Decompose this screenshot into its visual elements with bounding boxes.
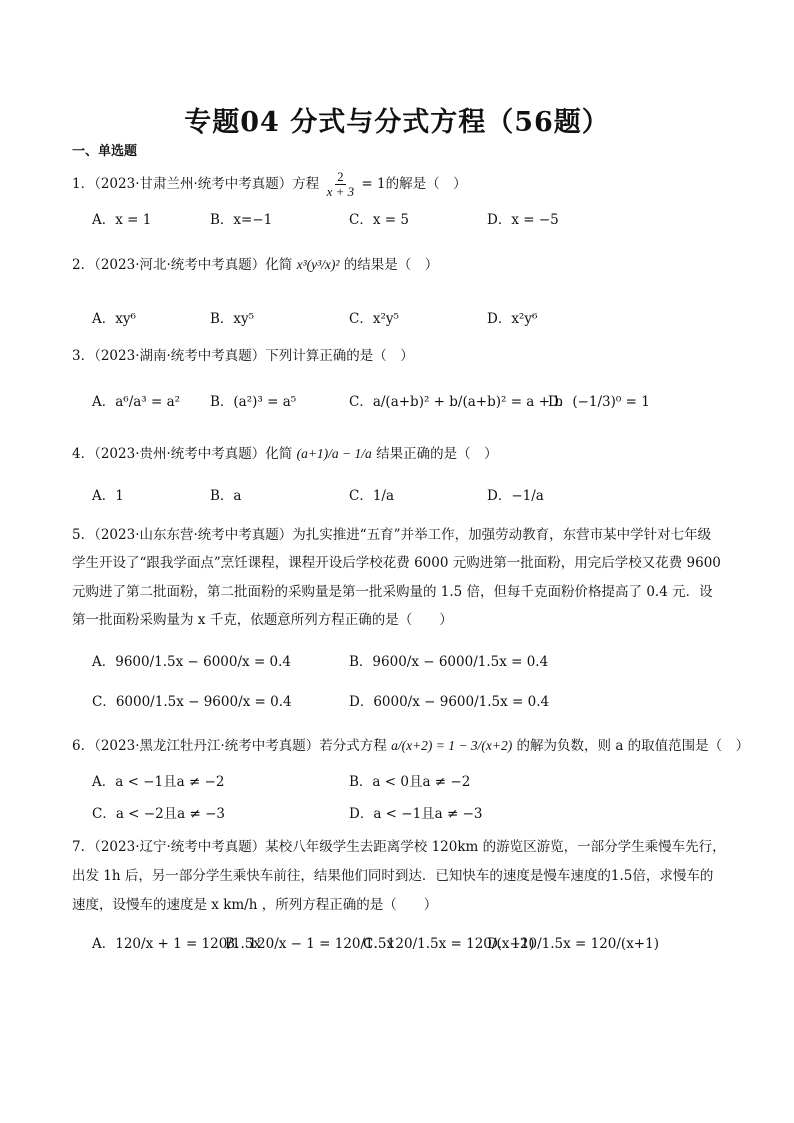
section-heading: 一、单选题 [72, 144, 138, 159]
question-6-option-c[interactable]: C．a < −2且a ≠ −3 [92, 806, 226, 822]
question-4-prefix: 4．（2023·贵州·统考中考真题）化简 [72, 446, 293, 462]
question-4-option-a[interactable]: A．1 [92, 488, 124, 504]
question-5-line-1: 5．（2023·山东东营·统考中考真题）为扎实推进“五育”并举工作，加强劳动教育，东营市某中学针对七年级 [72, 527, 712, 543]
question-1-fraction [325, 170, 357, 199]
question-4-option-b[interactable]: B．a [210, 488, 242, 504]
question-4-suffix: 结果正确的是（ ） [376, 446, 498, 462]
question-2-suffix: 的结果是（ ） [343, 257, 439, 273]
question-2-prefix: 2．（2023·河北·统考中考真题）化简 [72, 257, 293, 273]
question-6-prefix: 6．（2023·黑龙江牡丹江·统考中考真题）若分式方程 [72, 738, 387, 754]
question-1-option-b[interactable]: B．x=−1 [210, 212, 273, 228]
question-5-option-d[interactable]: D．6000/x − 9600/1.5x = 0.4 [349, 694, 550, 710]
question-7-option-b[interactable]: B．120/x − 1 = 120/1.5x [225, 936, 395, 952]
question-4-option-c[interactable]: C．1/a [349, 488, 395, 504]
question-1-option-a[interactable]: A．x = 1 [92, 212, 152, 228]
question-1-prefix: 1．（2023·甘肃兰州·统考中考真题）方程 [72, 176, 320, 192]
question-2-expression: x³(y³/x)² [296, 257, 340, 272]
question-7-line-3: 速度，设慢车的速度是 x km/h ，所列方程正确的是（ ） [72, 897, 438, 913]
question-2-option-a[interactable]: A．xy⁶ [92, 311, 136, 327]
question-7-line-1: 7．（2023·辽宁·统考中考真题）某校八年级学生去距离学校 120km 的游览区游览，一部分学生乘慢车先行， [72, 839, 726, 855]
question-3-stem: 3．（2023·湖南·统考中考真题）下列计算正确的是（ ） [72, 348, 414, 364]
question-6-option-b[interactable]: B．a < 0且a ≠ −2 [349, 774, 471, 790]
question-6-expression: a/(x+2) = 1 − 3/(x+2) [391, 738, 513, 753]
question-5-option-a[interactable]: A．9600/1.5x − 6000/x = 0.4 [92, 654, 292, 670]
fraction-denominator: x + 3 [326, 184, 355, 199]
question-5-option-c[interactable]: C．6000/1.5x − 9600/x = 0.4 [92, 694, 292, 710]
question-6-option-a[interactable]: A．a < −1且a ≠ −2 [92, 774, 225, 790]
question-1-option-c[interactable]: C．x = 5 [349, 212, 409, 228]
question-5-line-2: 学生开设了“跟我学面点”烹饪课程，课程开设后学校花费 6000 元购进第一批面粉，用完后学校又花费 9600 [72, 555, 721, 571]
question-5-option-b[interactable]: B．9600/x − 6000/1.5x = 0.4 [349, 654, 549, 670]
question-5-line-4: 第一批面粉采购量为 x 千克，依题意所列方程正确的是（ ） [72, 612, 453, 628]
question-4-expression: (a+1)/a − 1/a [296, 446, 372, 461]
question-6-stem [72, 734, 749, 754]
question-7-line-2: 出发 1h 后，另一部分学生乘快车前往，结果他们同时到达．已知快车的速度是慢车速度的1.5倍，求慢车的 [72, 868, 714, 884]
question-1-suffix: = 1的解是（ ） [361, 176, 467, 192]
question-6-suffix: 的解为负数，则 a 的取值范围是（ ） [516, 738, 750, 754]
question-3-option-b[interactable]: B．(a²)³ = a⁵ [210, 394, 297, 410]
question-1-option-d[interactable]: D．x = −5 [487, 212, 559, 228]
question-4-option-d[interactable]: D．−1/a [487, 488, 544, 504]
question-3-option-d[interactable]: D．(−1/3)⁰ = 1 [548, 394, 650, 410]
question-5-line-3: 元购进了第二批面粉，第二批面粉的采购量是第一批采购量的 1.5 倍，但每千克面粉价格提高了 0.4 元．设 [72, 584, 713, 600]
question-4-stem [72, 442, 498, 462]
question-3-option-c[interactable]: C．a/(a+b)² + b/(a+b)² = a + b [349, 394, 563, 410]
question-2-option-c[interactable]: C．x²y⁵ [349, 311, 399, 327]
question-2-option-b[interactable]: B．xy⁵ [210, 311, 255, 327]
fraction-numerator: 2 [337, 169, 344, 184]
question-7-option-d[interactable]: D．120/1.5x = 120/(x+1) [487, 936, 659, 952]
question-2-option-d[interactable]: D．x²y⁶ [487, 311, 538, 327]
question-7-option-c[interactable]: C．120/1.5x = 120/(x−1) [363, 936, 535, 952]
question-2-stem [72, 253, 438, 273]
question-1-stem [72, 170, 467, 199]
question-6-option-d[interactable]: D．a < −1且a ≠ −3 [349, 806, 483, 822]
question-7-option-a[interactable]: A．120/x + 1 = 120/1.5x [92, 936, 261, 952]
page-title: 专题04 分式与分式方程（56题） [184, 107, 610, 138]
question-3-option-a[interactable]: A．a⁶/a³ = a² [92, 394, 181, 410]
